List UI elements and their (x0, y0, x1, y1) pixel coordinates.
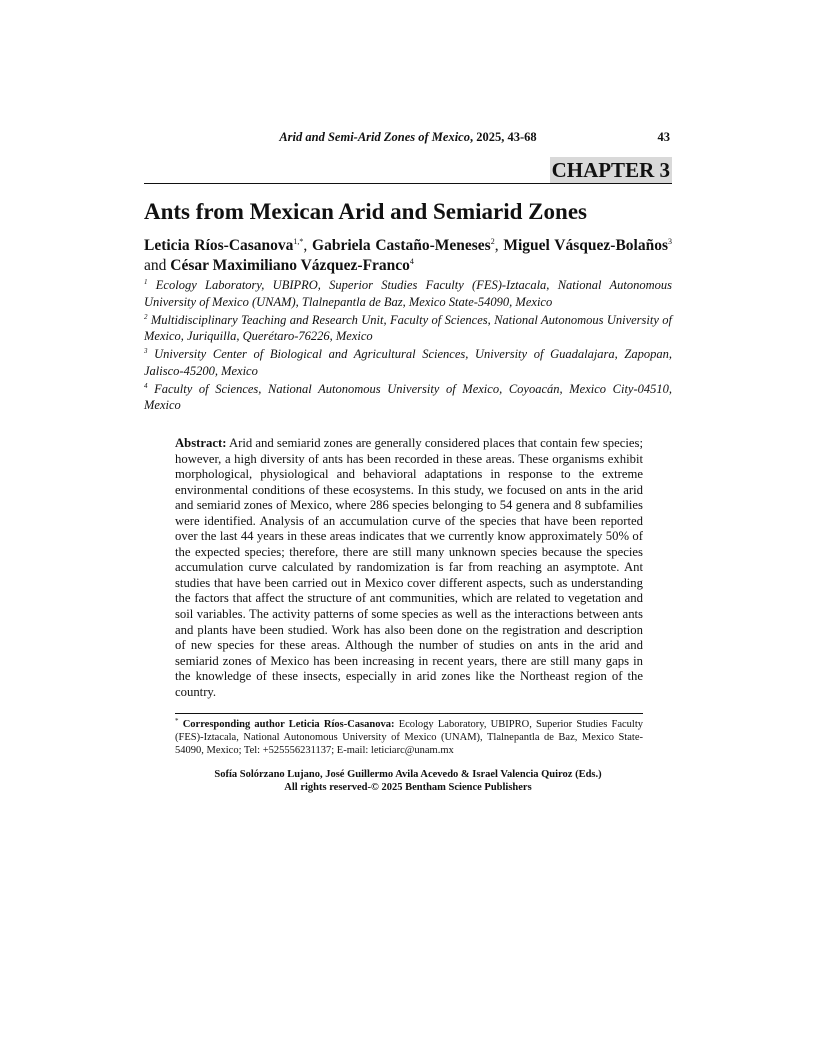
author-4: César Maximiliano Vázquez-Franco (170, 257, 410, 274)
journal-year-pages: , 2025, 43-68 (469, 130, 537, 144)
abstract-label: Abstract: (175, 436, 227, 450)
journal-citation (144, 130, 672, 145)
affiliation-text: Faculty of Sciences, National Autonomous University of Mexico, Coyoacán, Mexico City-04510, Mexico (144, 381, 673, 412)
affiliation-text: University Center of Biological and Agricultural Sciences, University of Guadalajara, Zapopan, Jalisco-45200, Mexico (144, 347, 672, 378)
corresponding-text: Ecology Laboratory, UBIPRO, Superior Studies Faculty (FES)-Iztacala, National Autonomous University of Mexico (UNAM), Tlalnepantla de Baz, Mexico State-54090, Mexico; Tel: +525556231137; E-mail: leticiarc@unam.mx (175, 719, 644, 756)
footnote-marker: * (175, 717, 179, 725)
affiliation-number: 4 (144, 381, 148, 390)
author-3-affil: 3 (668, 237, 672, 246)
running-head (144, 130, 672, 148)
affiliation-3 (144, 346, 672, 379)
affiliation-1 (144, 277, 672, 310)
affiliation-2 (144, 312, 672, 345)
abstract-text: Arid and semiarid zones are generally considered places that contain few species; however, a high diversity of ants has been recorded in these areas. These organisms exhibit morphological, physiological and behavioral adaptations in response to the extreme environmental conditions of these ecosystems. In this study, we focused on ants in the arid and semiarid zones of Mexico, where 286 species belonging to 54 genera and 8 subfamilies were identified. Analysis of an accumulation curve of the species that have been reported over the last 44 years in these areas indicates that we currently know approximately 50% of the expected species; therefore, there are still many unknown species because the species accumulation curve calculated by randomization is far from reaching an asymptote. Ant studies that have been carried out in Mexico cover different aspects, such as understanding the factors that affect the structure of ant communities, which are related to vegetation and soil variables. The activity patterns of some species as well as the interactions between ants and plants have been studied. Work has also been done on the registration and description of new species for these areas. Although the number of studies on ants in the arid and semiarid zones of Mexico has been increasing in recent years, there are still many gaps in the knowledge of these insects, especially in arid zones like the Northeast region of the country. (175, 436, 643, 699)
author-3: Miguel Vásquez-Bolaños (503, 237, 668, 254)
affiliation-number: 1 (144, 278, 148, 286)
copyright-line: All rights reserved-© 2025 Bentham Science Publishers (284, 782, 532, 793)
chapter-title: Ants from Mexican Arid and Semiarid Zones (144, 199, 587, 224)
abstract (175, 436, 643, 700)
affiliation-number: 2 (144, 312, 148, 321)
affiliation-4 (144, 381, 672, 414)
corresponding-label: Corresponding author Leticia Ríos-Casanova: (182, 719, 395, 730)
author-list: Leticia Ríos-Casanova$^{1,*}$, Gabriela Castaño-Meneses$^2$, Miguel Vásquez-Bolaños$^3$ and César Maximiliano Vázquez-Franco$^4$ (144, 237, 672, 274)
author-1-affil: 1,* (293, 237, 304, 246)
affiliation-number: 3 (144, 347, 148, 355)
page-number: 43 (657, 130, 670, 144)
affiliation-text: Multidisciplinary Teaching and Research Unit, Faculty of Sciences, National Autonomous University of Mexico, Juriquilla, Querétaro-76226, Mexico (144, 312, 672, 343)
author-4-affil: 4 (409, 257, 414, 266)
editors-block (144, 768, 672, 794)
journal-name: Arid and Semi-Arid Zones of Mexico (279, 130, 470, 144)
author-2: Gabriela Castaño-Meneses (312, 237, 491, 254)
affiliations (144, 277, 672, 415)
author-1: Leticia Ríos-Casanova (144, 237, 294, 254)
editors-line: Sofía Solórzano Lujano, José Guillermo Avila Acevedo & Israel Valencia Quiroz (Eds.) (214, 769, 602, 780)
chapter-header (144, 157, 672, 184)
author-2-affil: 2 (490, 237, 495, 246)
chapter-label: CHAPTER 3 (551, 158, 670, 182)
corresponding-author-note (175, 713, 643, 757)
affiliation-text: Ecology Laboratory, UBIPRO, Superior Studies Faculty (FES)-Iztacala, National Autonomous University of Mexico (UNAM), Tlalnepantla de Baz, Mexico State-54090, Mexico (144, 278, 673, 309)
author-conjunction: and (144, 257, 171, 274)
